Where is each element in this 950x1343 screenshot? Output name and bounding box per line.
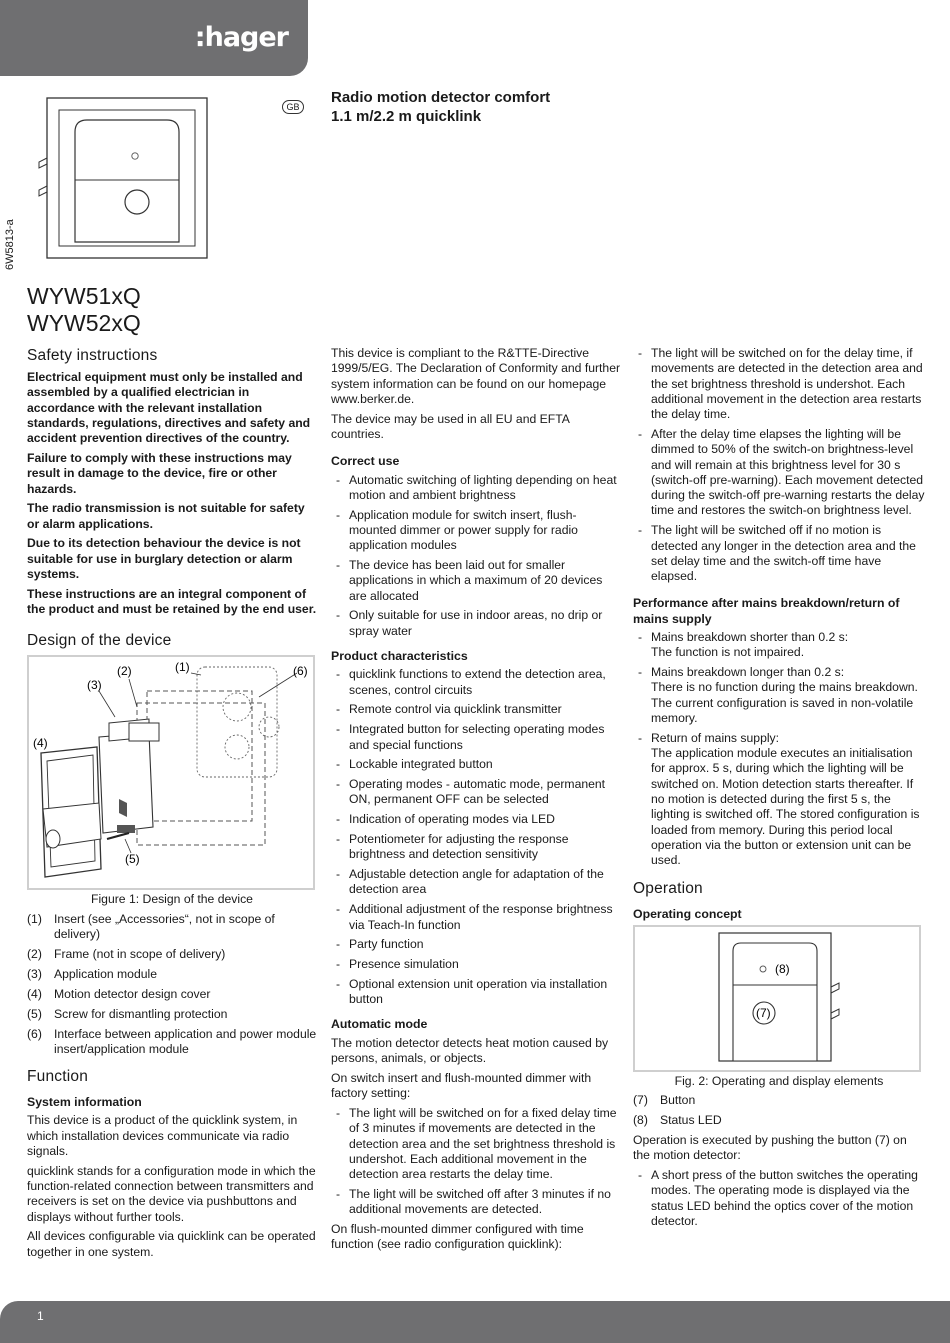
operation-heading: Operation <box>633 879 703 897</box>
function-paragraph-5: The device may be used in all EU and EFTA countries. <box>331 411 570 441</box>
page-number: 1 <box>37 1309 44 1323</box>
list-item: - Mains breakdown longer than 0.2 s: There is no function during the mains breakdown. The current configuration is saved in non-volatile memory. <box>633 665 925 726</box>
figure-label-3: (3) <box>87 678 102 693</box>
list-item: - Adjustable detection angle for adaptation of the detection area <box>331 867 621 898</box>
safety-paragraph-5: These instructions are an integral component of the product and must be retained by the end user. <box>27 586 317 617</box>
product-image <box>35 92 215 267</box>
operation-legend <box>633 1093 925 1128</box>
list-item: - Integrated button for selecting operating modes and special functions <box>331 722 621 753</box>
figure-label-4: (4) <box>33 736 48 751</box>
automatic-mode-paragraph-2: On switch insert and flush-mounted dimmer with factory setting: <box>331 1070 592 1101</box>
safety-paragraph-4: Due to its detection behaviour the device is not suitable for use in burglary detection or alarm systems. <box>27 536 301 582</box>
function-paragraph-2: quicklink stands for a configuration mode in which the function-related connection between transmitters and receivers is set on the device via pushbuttons and displays without further tools. <box>27 1163 316 1224</box>
list-item: - The light will be switched off if no motion is detected any longer in the detection area and the set delay time and the switch-off time have elapsed. <box>633 523 925 584</box>
correct-use-list <box>331 473 621 639</box>
list-item: (6) Interface between application and power module insert/application module <box>27 1026 317 1056</box>
brand-header <box>0 0 308 76</box>
figure-1 <box>27 655 315 890</box>
list-item: - Automatic switching of lighting depending on heat motion and ambient brightness <box>331 473 621 504</box>
list-item: - The device has been laid out for smaller applications in which a maximum of 20 devices are allocated <box>331 558 621 604</box>
product-title <box>331 88 550 126</box>
column-2 <box>331 346 621 1257</box>
list-item: - Additional adjustment of the response brightness via Teach-In function <box>331 902 621 933</box>
automatic-mode-paragraph-3: On flush-mounted dimmer configured with time function (see radio configuration quicklink): <box>331 1222 584 1252</box>
dimmer-time-function-list <box>633 346 925 584</box>
product-characteristics-heading: Product characteristics <box>331 649 468 664</box>
list-item: (5) Screw for dismantling protection <box>27 1006 228 1021</box>
list-item: - Only suitable for use in indoor areas, no drip or spray water <box>331 608 621 639</box>
page-footer <box>0 1301 950 1343</box>
model-number-2: WYW52xQ <box>27 310 141 336</box>
figure-2-caption: Fig. 2: Operating and display elements <box>674 1073 884 1088</box>
safety-paragraph-1: Electrical equipment must only be installed and assembled by a qualified electrician in accordance with the relevant installation standards, regulations, directives and safety and accident prevention directives of the country. <box>27 370 311 446</box>
list-item: - Party function <box>331 937 621 952</box>
list-item: - A short press of the button switches the operating modes. The operating mode is displayed via the status LED behind the optics cover of the motion detector. <box>633 1168 925 1229</box>
operating-elements-diagram <box>635 927 919 1070</box>
figure-label-2: (2) <box>117 664 132 679</box>
list-item: (2) Frame (not in scope of delivery) <box>27 946 226 961</box>
list-item: (8) Status LED <box>633 1112 722 1127</box>
figure-1-caption: Figure 1: Design of the device <box>91 892 253 907</box>
list-item: - The light will be switched off after 3 minutes if no additional movements are detected. <box>331 1187 621 1218</box>
list-item: - The light will be switched on for the delay time, if movements are detected in the detection area and the set brightness threshold is undershot. Each additional movement in the detection area restarts the delay time. <box>633 346 925 422</box>
column-1 <box>27 346 317 1265</box>
mains-list <box>633 630 925 868</box>
operation-paragraph-1: Operation is executed by pushing the button (7) on the motion detector: <box>633 1132 907 1163</box>
function-paragraph-1: This device is a product of the quicklink system, in which installation devices communicate via radio signals. <box>27 1113 298 1158</box>
function-heading: Function <box>27 1068 89 1086</box>
list-item: - Operating modes - automatic mode, permanent ON, permanent OFF can be selected <box>331 777 621 808</box>
list-item: (7) Button <box>633 1093 696 1108</box>
function-paragraph-4: This device is compliant to the R&TTE-Directive 1999/5/EG. The Declaration of Conformity and further system information can be found on our homepage www.berker.de. <box>331 346 621 406</box>
list-item: - Mains breakdown shorter than 0.2 s: The function is not impaired. <box>633 630 925 661</box>
list-item: - Remote control via quicklink transmitter <box>331 702 621 717</box>
safety-paragraph-3: The radio transmission is not suitable for safety or alarm applications. <box>27 501 305 531</box>
safety-heading: Safety instructions <box>27 347 158 364</box>
model-number-1: WYW51xQ <box>27 283 141 309</box>
operation-list <box>633 1168 925 1229</box>
list-item: - Potentiometer for adjusting the response brightness and detection sensitivity <box>331 832 621 863</box>
automatic-mode-heading: Automatic mode <box>331 1017 428 1032</box>
figure-label-1: (1) <box>175 660 190 675</box>
figure-label-7: (7) <box>756 1005 771 1020</box>
device-design-diagram <box>29 657 313 888</box>
list-item: - Lockable integrated button <box>331 757 621 772</box>
design-legend <box>27 912 317 1057</box>
product-characteristics-list <box>331 667 621 1007</box>
list-item: - Return of mains supply: The application module executes an initialisation for approx. 5 s, during which the lighting will be switched on. Motion detection starts thereafter. If no motion is detected during the first 5 s, the lighting is switched off. The stored configuration is loaded from memory. During this period local operation via the button or extension unit can be used. <box>633 731 925 869</box>
mains-heading: Performance after mains breakdown/return of mains supply <box>633 596 900 626</box>
safety-paragraph-2: Failure to comply with these instructions may result in damage to the device, fire or other hazards. <box>27 450 292 496</box>
list-item: (1) Insert (see „Accessories“, not in scope of delivery) <box>27 911 275 942</box>
function-paragraph-3: All devices configurable via quicklink can be operated together in one system. <box>27 1229 316 1259</box>
correct-use-heading: Correct use <box>331 454 400 469</box>
list-item: - Application module for switch insert, flush-mounted dimmer or power supply for radio application modules <box>331 508 621 554</box>
system-information-heading: System information <box>27 1095 142 1110</box>
operating-concept-heading: Operating concept <box>633 906 742 921</box>
design-heading: Design of the device <box>27 632 172 650</box>
list-item: - quicklink functions to extend the detection area, scenes, control circuits <box>331 667 621 698</box>
list-item: - Optional extension unit operation via installation button <box>331 977 621 1008</box>
list-item: (4) Motion detector design cover <box>27 986 211 1001</box>
automatic-mode-list <box>331 1106 621 1218</box>
hager-logo: :hager <box>194 22 288 53</box>
figure-label-8: (8) <box>775 961 790 976</box>
language-badge: GB <box>282 100 304 114</box>
list-item: - Indication of operating modes via LED <box>331 812 621 827</box>
figure-2 <box>633 925 921 1072</box>
product-title-line2: 1.1 m/2.2 m quicklink <box>331 108 482 125</box>
document-code: 6W5813-a <box>4 219 16 270</box>
column-3 <box>633 346 925 1234</box>
automatic-mode-paragraph-1: The motion detector detects heat motion caused by persons, animals, or objects. <box>331 1035 609 1066</box>
list-item: - Presence simulation <box>331 957 621 972</box>
list-item: - After the delay time elapses the lighting will be dimmed to 50% of the switch-on brightness-level and will remain at this brightness level for 30 s (switch-off pre-warning). Each movement detected during the switch-off pre-warning restarts the delay time and restores the switch-on brightness level. <box>633 427 925 519</box>
list-item: - The light will be switched on for a fixed delay time of 3 minutes if movements are detected in the detection area and the set brightness threshold is undershot. Each additional movement in the detection area restarts the delay time. <box>331 1106 621 1182</box>
list-item: (3) Application module <box>27 966 157 981</box>
product-title-line1: Radio motion detector comfort <box>331 89 551 106</box>
figure-label-5: (5) <box>125 852 140 867</box>
figure-label-6: (6) <box>293 664 308 679</box>
